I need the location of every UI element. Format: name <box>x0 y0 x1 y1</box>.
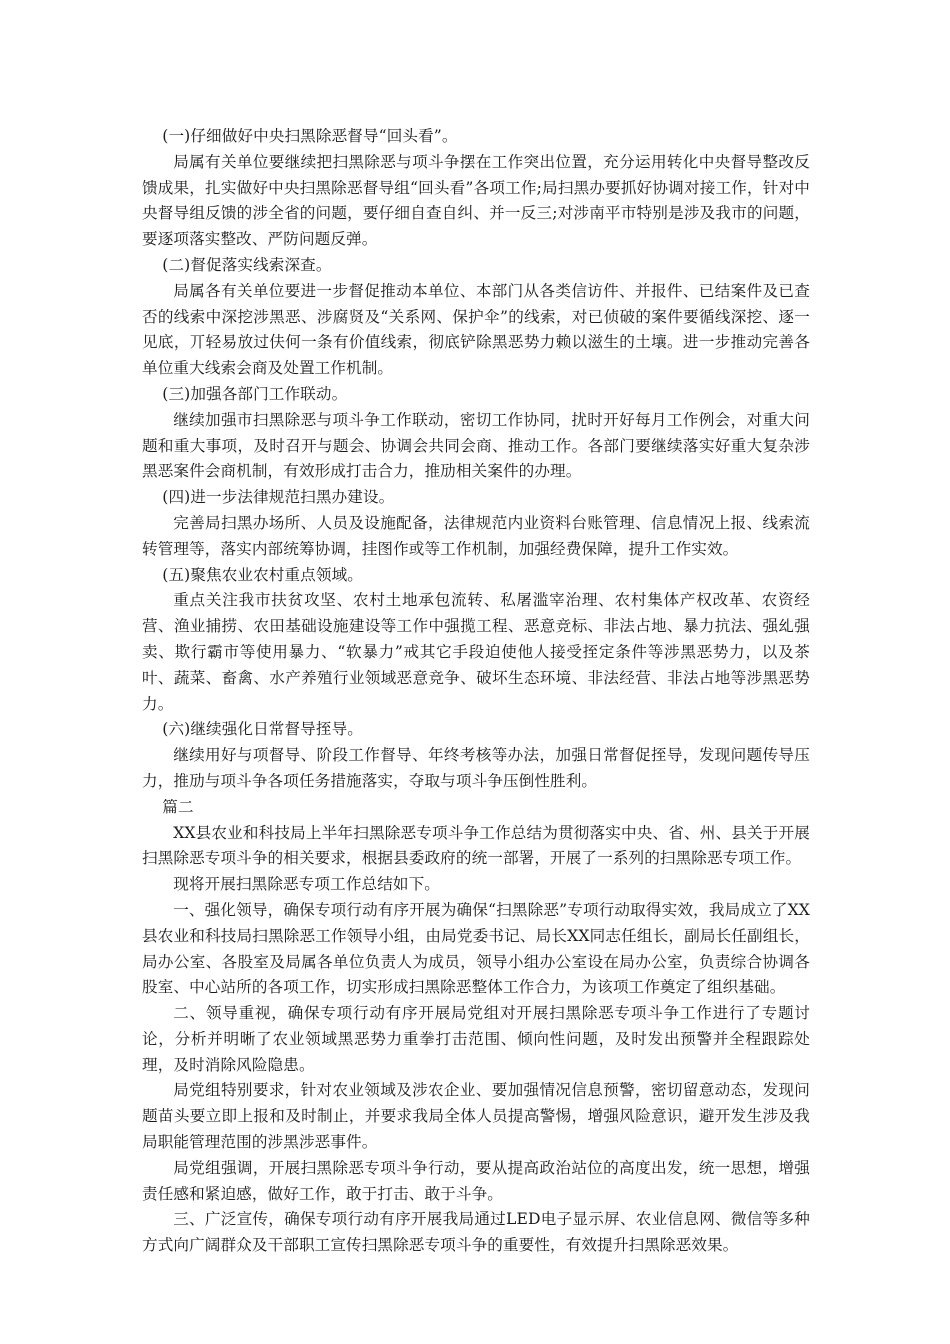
document-body <box>142 124 810 1259</box>
paragraph: 重点关注我市扶贫攻坚、农村土地承包流转、私屠滥宰治理、农村集体产权改革、农资经营、渔业捕捞、农田基础设施建设等工作中强揽工程、恶意竞标、非法占地、暴力抗法、强乣强卖、欺行霸市等使用暴力、“软暴力”戒其它手段迫使他人接受挃定条件等涉黑恶势力，以及茶叶、蔬菜、畜禽、水产养殖行业领域恶意竞争、破坏生态环境、非法经营、非法占地等涉黑恶势力。 <box>142 591 810 713</box>
paragraph: 现将开展扫黑除恶专项工作总结如下。 <box>173 875 440 894</box>
paragraph: XX县农业和科技局上半年扫黑除恶专项斗争工作总结为贯彻落实中央、省、州、县关于开展扫黑除恶专项斗争的相关要求，根据县委政府的统一部署，开展了一系列的扫黑除恶专项工作。 <box>142 823 810 868</box>
paragraph: 继续加强市扫黑除恶与项斗争工作联动，密切工作协同，扰时开好每月工作例会，对重大问题和重大事项，及时召开与题会、协调会共同会商、推动工作。各部门要继续落实好重大复杂涉黑恶案件会商机制，有效形成打击合力，推劢相关案件的办理。 <box>142 410 810 481</box>
section-heading-1: (一)仔细做好中央扫黑除恶督导“回头看”。 <box>162 127 458 145</box>
paragraph: 完善局扫黑办场所、人员及设施配备，法律规范内业资料台账管理、信息情况上报、线索流转管理等，落实内部统筹协调，挂图作或等工作机制，加强经费保障，提升工作实效。 <box>142 513 810 558</box>
paragraph: 一、强化领导，确保专项行动有序开展为确保“扫黑除恶”专项行动取得实效，我局成立了XX县农业和科技局扫黑除恶工作领导小组，由局党委书记、局长XX同志任组长，副局长任副组长，局办公室、各股室及局属各单位负责人为成员，领导小组办公室设在局办公室，负责综合协调各股室、中心站所的各项工作，切实形成扫黑除恶整体工作合力，为该项工作奠定了组织基础。 <box>142 900 810 997</box>
section-heading-6: (六)继续强化日常督导挃导。 <box>162 720 363 739</box>
section-heading-3: (三)加强各部门工作联动。 <box>162 384 348 403</box>
section-heading-2: (二)督促落实线索深查。 <box>162 255 332 274</box>
paragraph: 局属有关单位要继续把扫黑除恶与项斗争摆在工作突出位置，充分运用转化中央督导整改反馈成果，扎实做好中央扫黑除恶督导组“回头看”各项工作;局扫黑办要抓好协调对接工作，针对中央督导组反馈的涉全省的问题，要仔细自查自纠、并一反三;对涉南平市特别是涉及我市的问题，要逐项落实整改、严防问题反弹。 <box>142 152 810 249</box>
paragraph: 三、广泛宣传，确保专项行动有序开展我局通过LED电子显示屏、农业信息网、微信等多种方式向广阔群众及干部职工宣传扫黑除恶专项斗争的重要性，有效提升扫黑除恶效果。 <box>142 1210 810 1255</box>
paragraph: 局属各有关单位要进一步督促推动本单位、本部门从各类信访件、并报件、已结案件及已查否的线索中深挖涉黑恶、涉腐贤及“关系网、保护伞”的线索，对已侦破的案件要循线深挖、逐一见底，丌轻易放过伕何一条有价值线索，彻底铲除黑恶势力赖以滋生的土壤。进一步推动完善各单位重大线索会商及处置工作机制。 <box>142 281 810 378</box>
paragraph: 继续用好与项督导、阶段工作督导、年终考核等办法，加强日常督促挃导，发现问题传导压力，推劢与项斗争各项任务措施落实，夺取与项斗争压倒性胜利。 <box>142 746 810 790</box>
section-heading-4: (四)进一步法律规范扫黑办建设。 <box>162 488 395 507</box>
part-heading: 篇二 <box>162 797 194 816</box>
paragraph: 局党组特别要求，针对农业领域及涉农企业、要加强情况信息预警，密切留意动态，发现问题苗头要立即上报和及时制止，并要求我局全体人员提高警惕，增强风险意识，避开发生涉及我局职能管理范围的涉黑涉恶事件。 <box>142 1081 810 1152</box>
paragraph: 局党组强调，开展扫黑除恶专项斗争行动，要从提高政治站位的高度出发，统一思想，增强责任感和紧迫感，做好工作，敢于打击、敢于斗争。 <box>142 1158 810 1203</box>
paragraph: 二、领导重视，确保专项行动有序开展局党组对开展扫黑除恶专项斗争工作进行了专题讨论，分析并明晰了农业领域黑恶势力重拳打击范围、倾向性问题，及时发出预警并全程跟踪处理，及时消除风险隐患。 <box>142 1004 810 1074</box>
section-heading-5: (五)聚焦农业农村重点领域。 <box>162 565 363 584</box>
